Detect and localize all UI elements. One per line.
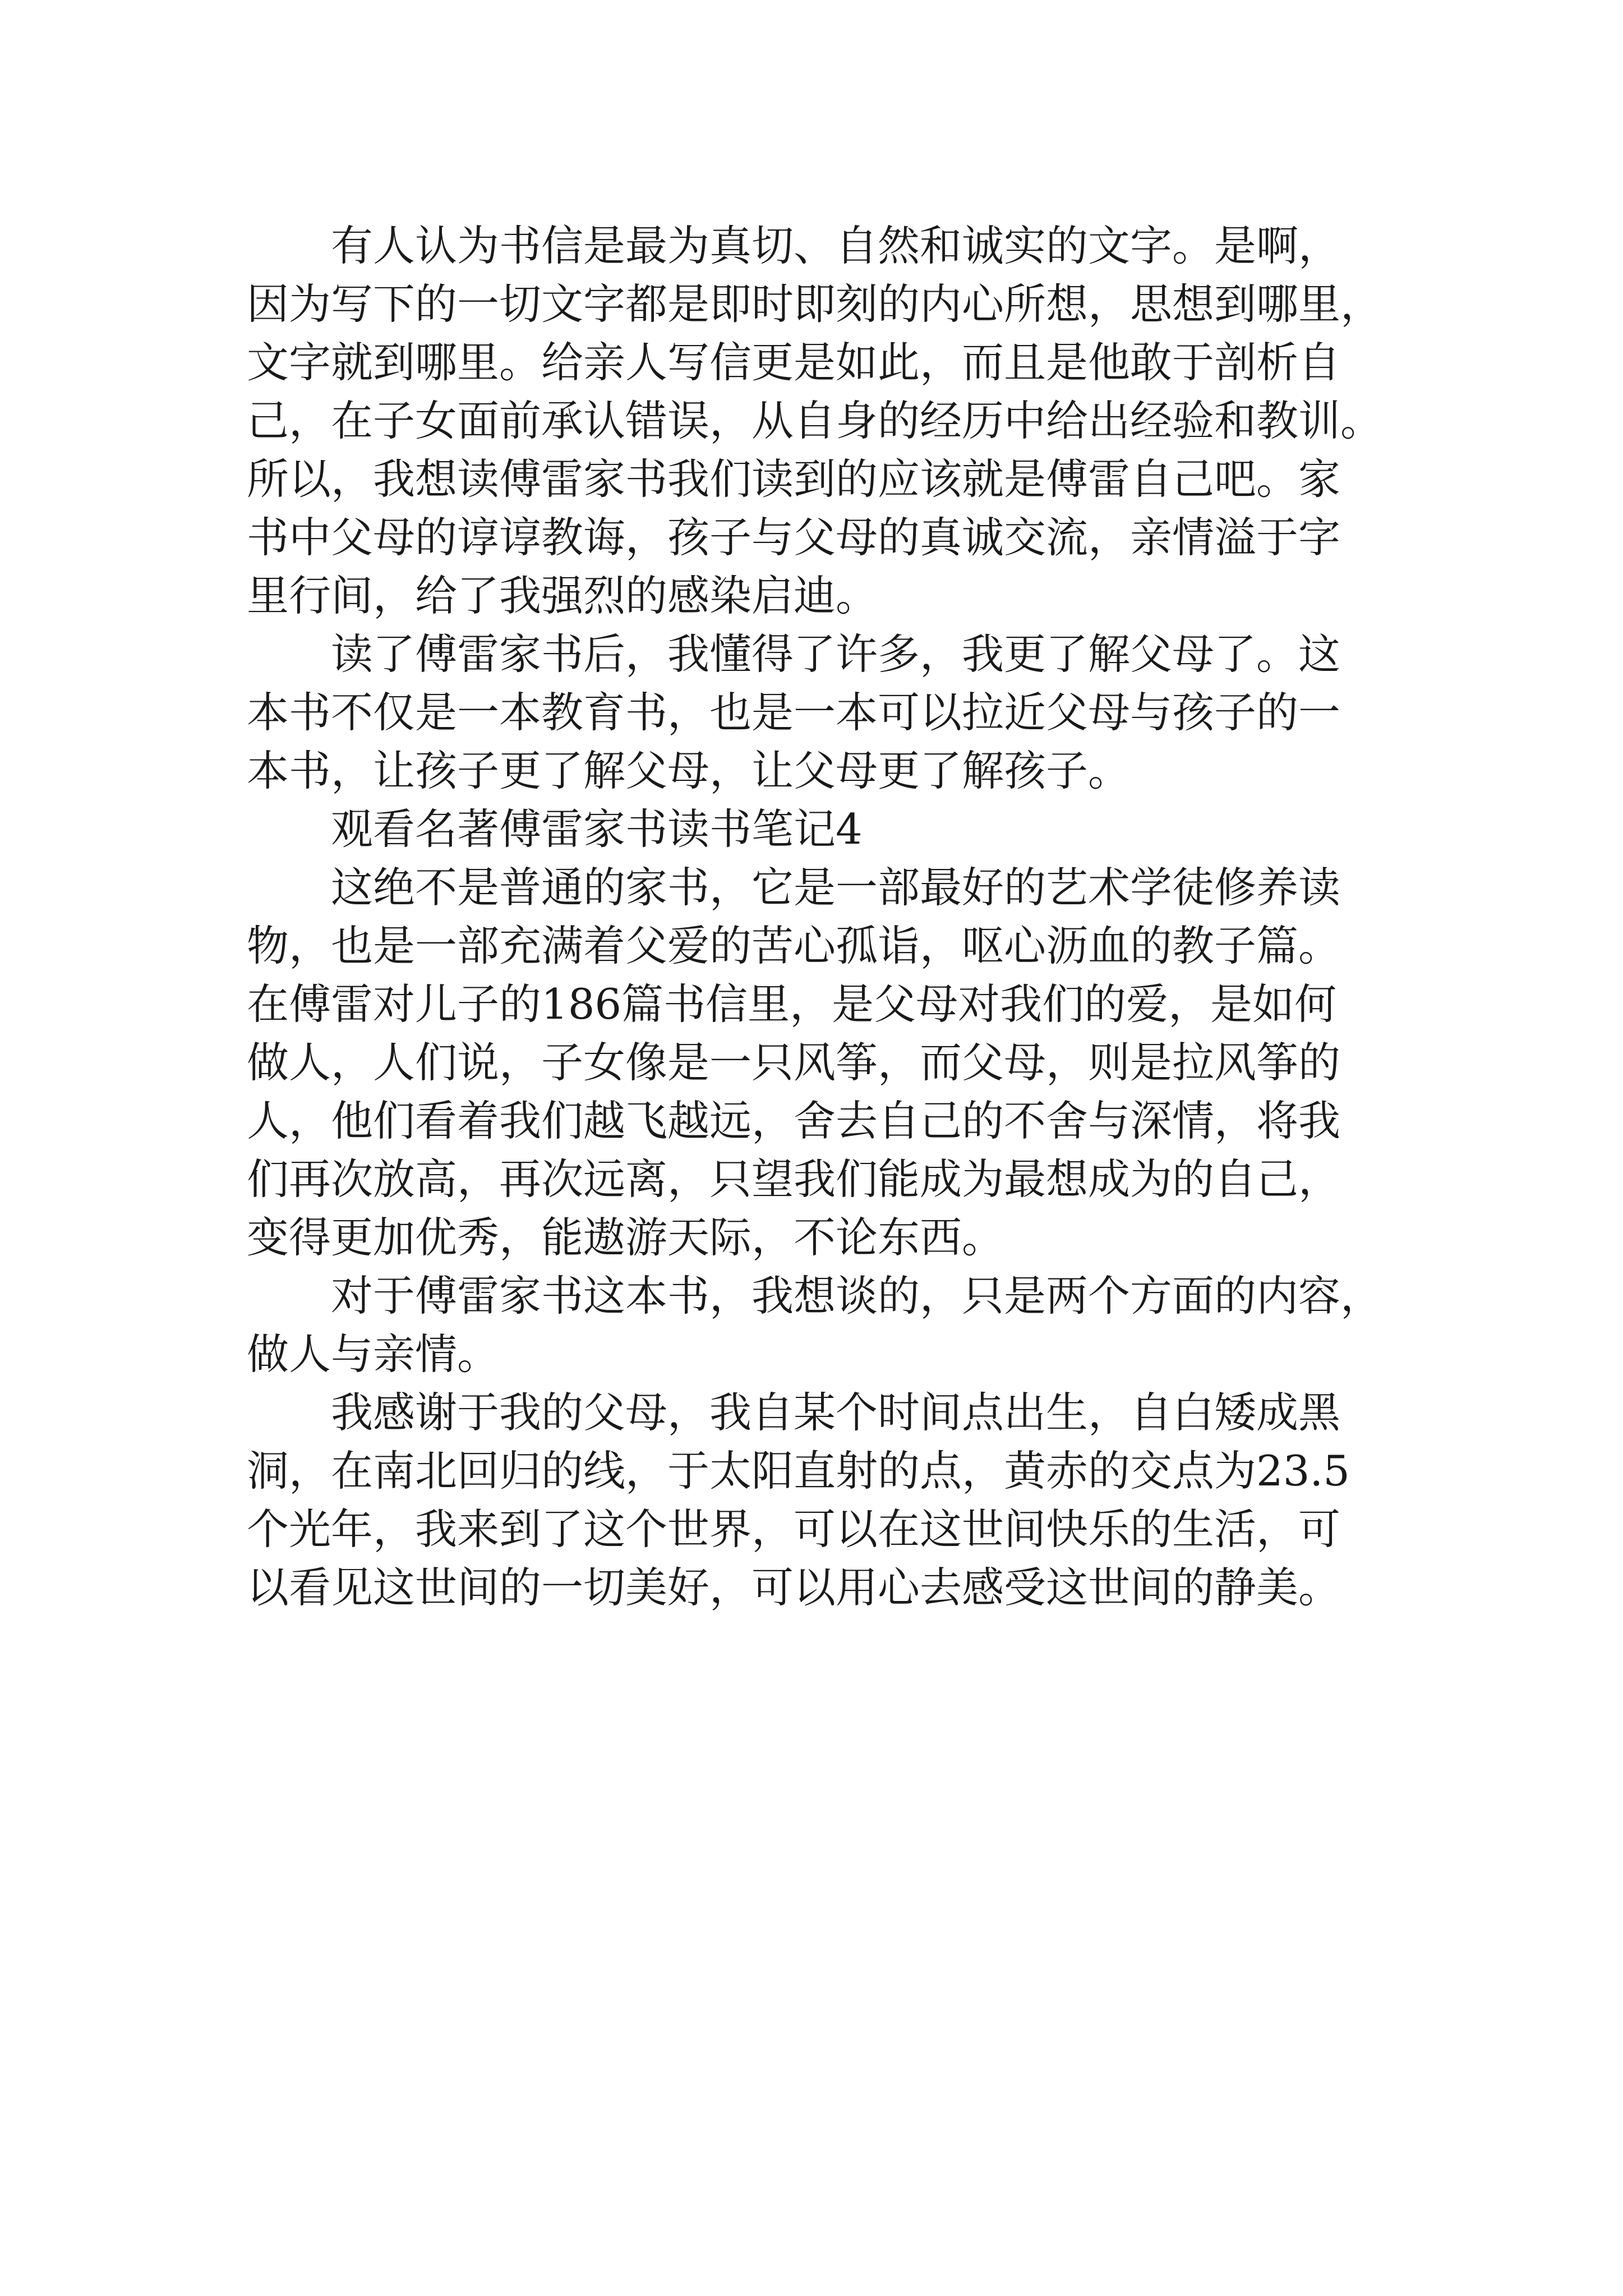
section-heading: 观看名著傅雷家书读书笔记4 (331, 804, 863, 854)
paragraph-2-line-1: 读了傅雷家书后，我懂得了许多，我更了解父母了。这 (331, 629, 1341, 679)
paragraph-3-line-7: 变得更加优秀，能遨游天际，不论东西。 (247, 1213, 1004, 1262)
paragraph-1-line-6: 书中父母的谆谆教诲，孩子与父母的真诚交流，亲情溢于字 (247, 513, 1341, 562)
paragraph-5-line-3: 个光年，我来到了这个世界，可以在这世间快乐的生活，可 (247, 1504, 1341, 1554)
paragraph-3-line-6: 们再次放高，再次远离，只望我们能成为最想成为的自己， (247, 1154, 1341, 1204)
paragraph-5-line-1: 我感谢于我的父母，我自某个时间点出生，自白矮成黑 (331, 1388, 1341, 1437)
paragraph-2-line-2: 本书不仅是一本教育书，也是一本可以拉近父母与孩子的一 (247, 688, 1341, 737)
paragraph-2-line-3: 本书，让孩子更了解父母，让父母更了解孩子。 (247, 746, 1131, 795)
paragraph-3-line-1: 这绝不是普通的家书，它是一部最好的艺术学徒修养读 (331, 863, 1341, 912)
paragraph-1-line-2: 因为写下的一切文字都是即时即刻的内心所想，思想到哪里， (247, 279, 1383, 329)
paragraph-1-line-3: 文字就到哪里。给亲人写信更是如此，而且是他敢于剖析自 (247, 338, 1341, 387)
paragraph-1-line-4: 己，在子女面前承认错误，从自身的经历中给出经验和教训。 (247, 396, 1383, 445)
paragraph-1-line-7: 里行间，给了我强烈的感染启迪。 (247, 571, 878, 620)
paragraph-5-line-2: 洞，在南北回归的线，于太阳直射的点，黄赤的交点为23.5 (247, 1446, 1350, 1496)
paragraph-4-line-2: 做人与亲情。 (247, 1329, 500, 1379)
paragraph-3-line-4: 做人，人们说，子女像是一只风筝，而父母，则是拉风筝的 (247, 1038, 1341, 1087)
paragraph-3-line-5: 人，他们看着我们越飞越远，舍去自己的不舍与深情，将我 (247, 1096, 1341, 1145)
paragraph-1-line-1: 有人认为书信是最为真切、自然和诚实的文字。是啊， (331, 221, 1341, 270)
paragraph-3-line-3: 在傅雷对儿子的186篇书信里，是父母对我们的爱，是如何 (247, 979, 1337, 1029)
paragraph-4-line-1: 对于傅雷家书这本书，我想谈的，只是两个方面的内容， (331, 1271, 1383, 1320)
paragraph-1-line-5: 所以，我想读傅雷家书我们读到的应该就是傅雷自己吧。家 (247, 454, 1341, 504)
paragraph-3-line-2: 物，也是一部充满着父爱的苦心孤诣，呕心沥血的教子篇。 (247, 921, 1341, 970)
paragraph-5-line-4: 以看见这世间的一切美好，可以用心去感受这世间的静美。 (247, 1563, 1341, 1612)
